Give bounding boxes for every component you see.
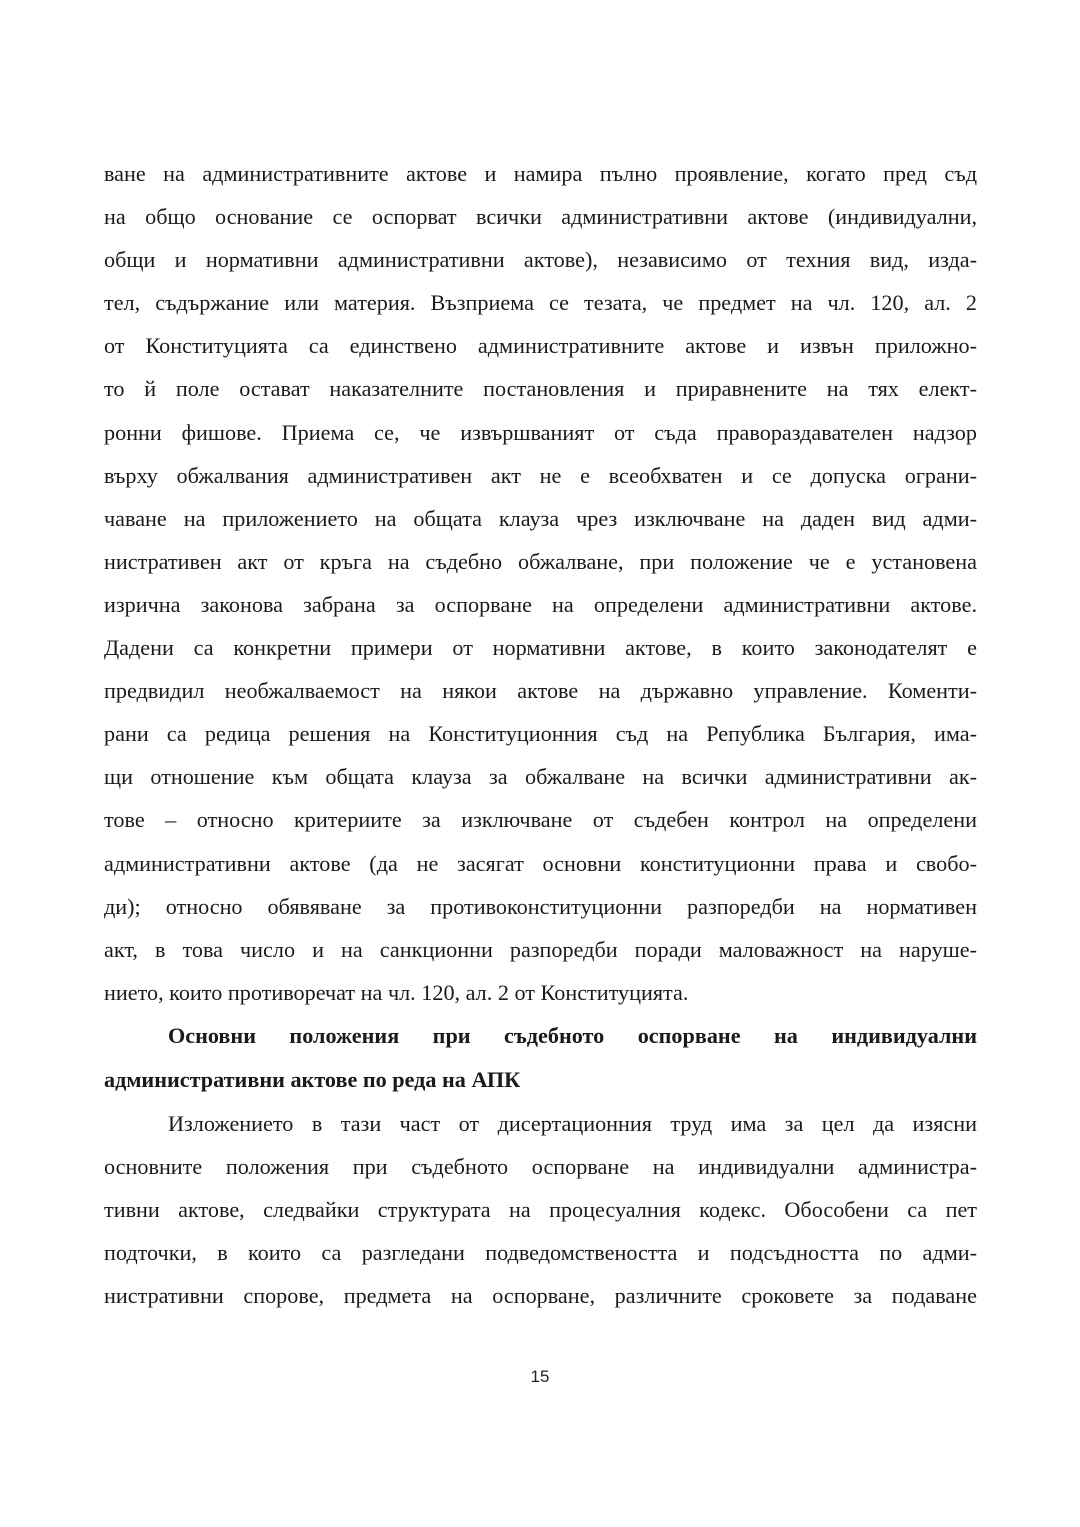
text-line: нистративни спорове, предмета на оспорване, различните сроковете за подаване: [104, 1283, 977, 1309]
text-line: тивни актове, следвайки структурата на процесуалния кодекс. Обособени са пет: [104, 1197, 977, 1223]
text-line: нието, които противоречат на чл. 120, ал. 2 от Конституцията.: [104, 979, 689, 1005]
text-line: нистративен акт от кръга на съдебно обжалване, при положение че е установена: [104, 548, 977, 574]
body-text: [104, 152, 977, 1317]
text-line: основните положения при съдебното оспорване на индивидуални администра-: [104, 1153, 977, 1179]
text-line: Изложението в тази част от дисертационния труд има за цел да изясни: [168, 1110, 977, 1136]
heading-line: административни актове по реда на АПК: [104, 1066, 521, 1092]
text-line: Дадени са конкретни примери от нормативни актове, в които законодателят е: [104, 635, 977, 661]
text-line: изрична законова забрана за оспорване на определени административни актове.: [104, 591, 977, 617]
text-line: чаване на приложението на общата клауза чрез изключване на даден вид адми-: [104, 505, 977, 531]
page-number: 15: [530, 1367, 550, 1386]
text-line: ди); относно обявяване за противоконституционни разпоредби на нормативен: [104, 893, 977, 919]
text-line: ване на административните актове и намира пълно проявление, когато пред съд: [104, 161, 977, 186]
text-line: щи отношение към общата клауза за обжалване на всички административни ак-: [104, 764, 977, 790]
heading-line: Основни положения при съдебното оспорване на индивидуални: [168, 1022, 977, 1048]
text-line: общи и нормативни административни актове), независимо от техния вид, изда-: [104, 247, 977, 273]
text-line: тел, съдържание или материя. Възприема се тезата, че предмет на чл. 120, ал. 2: [104, 290, 977, 316]
text-line: акт, в това число и на санкционни разпоредби поради маловажност на наруше-: [104, 936, 977, 962]
section-heading: [104, 1014, 977, 1102]
text-line: върху обжалвания административен акт не е всеобхватен и се допуска ограни-: [104, 462, 977, 488]
text-line: предвидил необжалваемост на някои актове на държавно управление. Коменти-: [104, 678, 977, 704]
text-line: то й поле остават наказателните постановления и приравнените на тях елект-: [104, 376, 977, 402]
text-line: тове – относно критериите за изключване от съдебен контрол на определени: [104, 807, 977, 833]
paragraph-1: [104, 152, 977, 1014]
text-line: подточки, в които са разгледани подведомствеността и подсъдността по адми-: [104, 1240, 977, 1266]
text-line: от Конституцията са единствено административните актове и извън приложно-: [104, 333, 977, 359]
paragraph-2: [104, 1102, 977, 1317]
text-line: административни актове (да не засягат основни конституционни права и свобо-: [104, 850, 977, 876]
text-line: на общо основание се оспорват всички административни актове (индивидуални,: [104, 204, 977, 230]
text-line: рани са редица решения на Конституционния съд на Република България, има-: [104, 721, 977, 747]
text-line: ронни фишове. Приема се, че извършваният от съда правораздавателен надзор: [104, 419, 977, 445]
